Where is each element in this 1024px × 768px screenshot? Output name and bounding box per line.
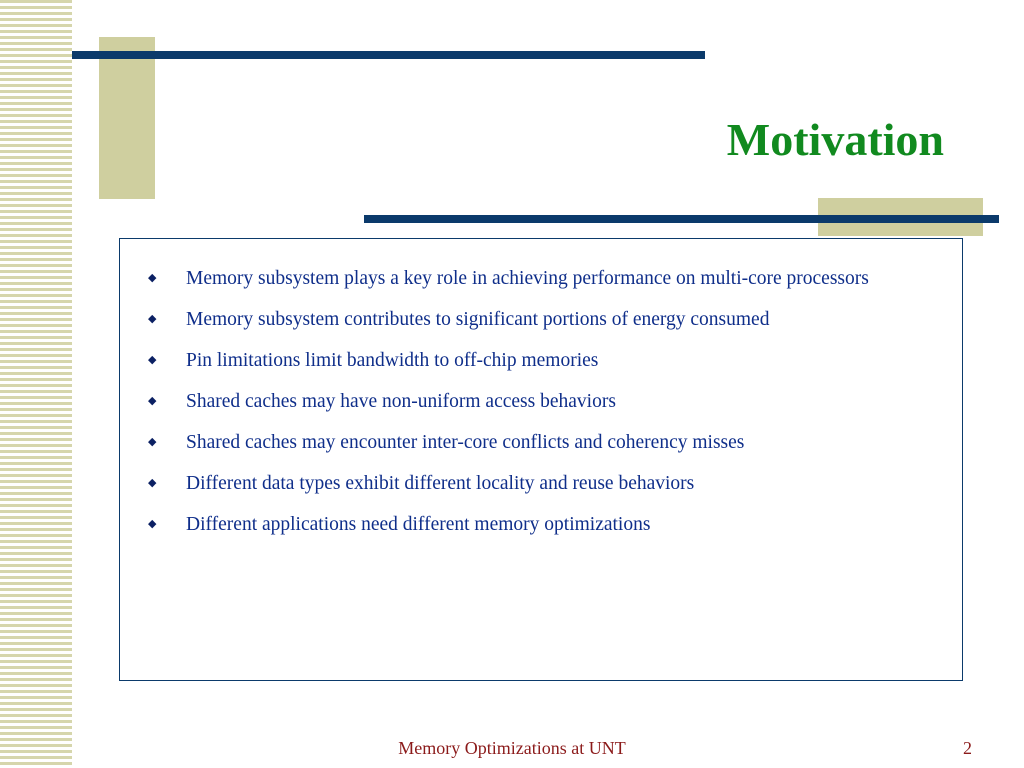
decorative-tan-block-left [99,37,155,199]
content-box [119,238,963,681]
bullet-text: Memory subsystem plays a key role in achieving performance on multi-core processors [186,268,869,289]
bullet-item [148,347,902,374]
footer-text: Memory Optimizations at UNT [398,738,626,758]
bullet-list [148,265,902,552]
diamond-bullet-icon: ◆ [148,272,157,284]
bullet-item [148,429,902,456]
bullet-item [148,306,902,333]
page-number: 2 [963,738,972,758]
diamond-bullet-icon: ◆ [148,354,157,366]
bullet-text: Different applications need different memory optimizations [186,514,651,535]
diamond-bullet-icon: ◆ [148,436,157,448]
bullet-text: Shared caches may have non-uniform access behaviors [186,391,616,412]
bullet-text: Shared caches may encounter inter-core conflicts and coherency misses [186,432,745,453]
bullet-item [148,470,902,497]
bullet-item [148,511,902,538]
diamond-bullet-icon: ◆ [148,395,157,407]
bullet-text: Different data types exhibit different locality and reuse behaviors [186,473,695,494]
diamond-bullet-icon: ◆ [148,518,157,530]
bullet-item [148,265,902,292]
bullet-text: Memory subsystem contributes to significant portions of energy consumed [186,309,770,330]
bullet-item [148,388,902,415]
bullet-text: Pin limitations limit bandwidth to off-chip memories [186,350,599,371]
decorative-stripe-band [0,0,72,768]
slide-title: Motivation [726,114,944,165]
decorative-top-bar [72,51,705,59]
diamond-bullet-icon: ◆ [148,313,157,325]
decorative-bottom-bar [364,215,999,223]
diamond-bullet-icon: ◆ [148,477,157,489]
